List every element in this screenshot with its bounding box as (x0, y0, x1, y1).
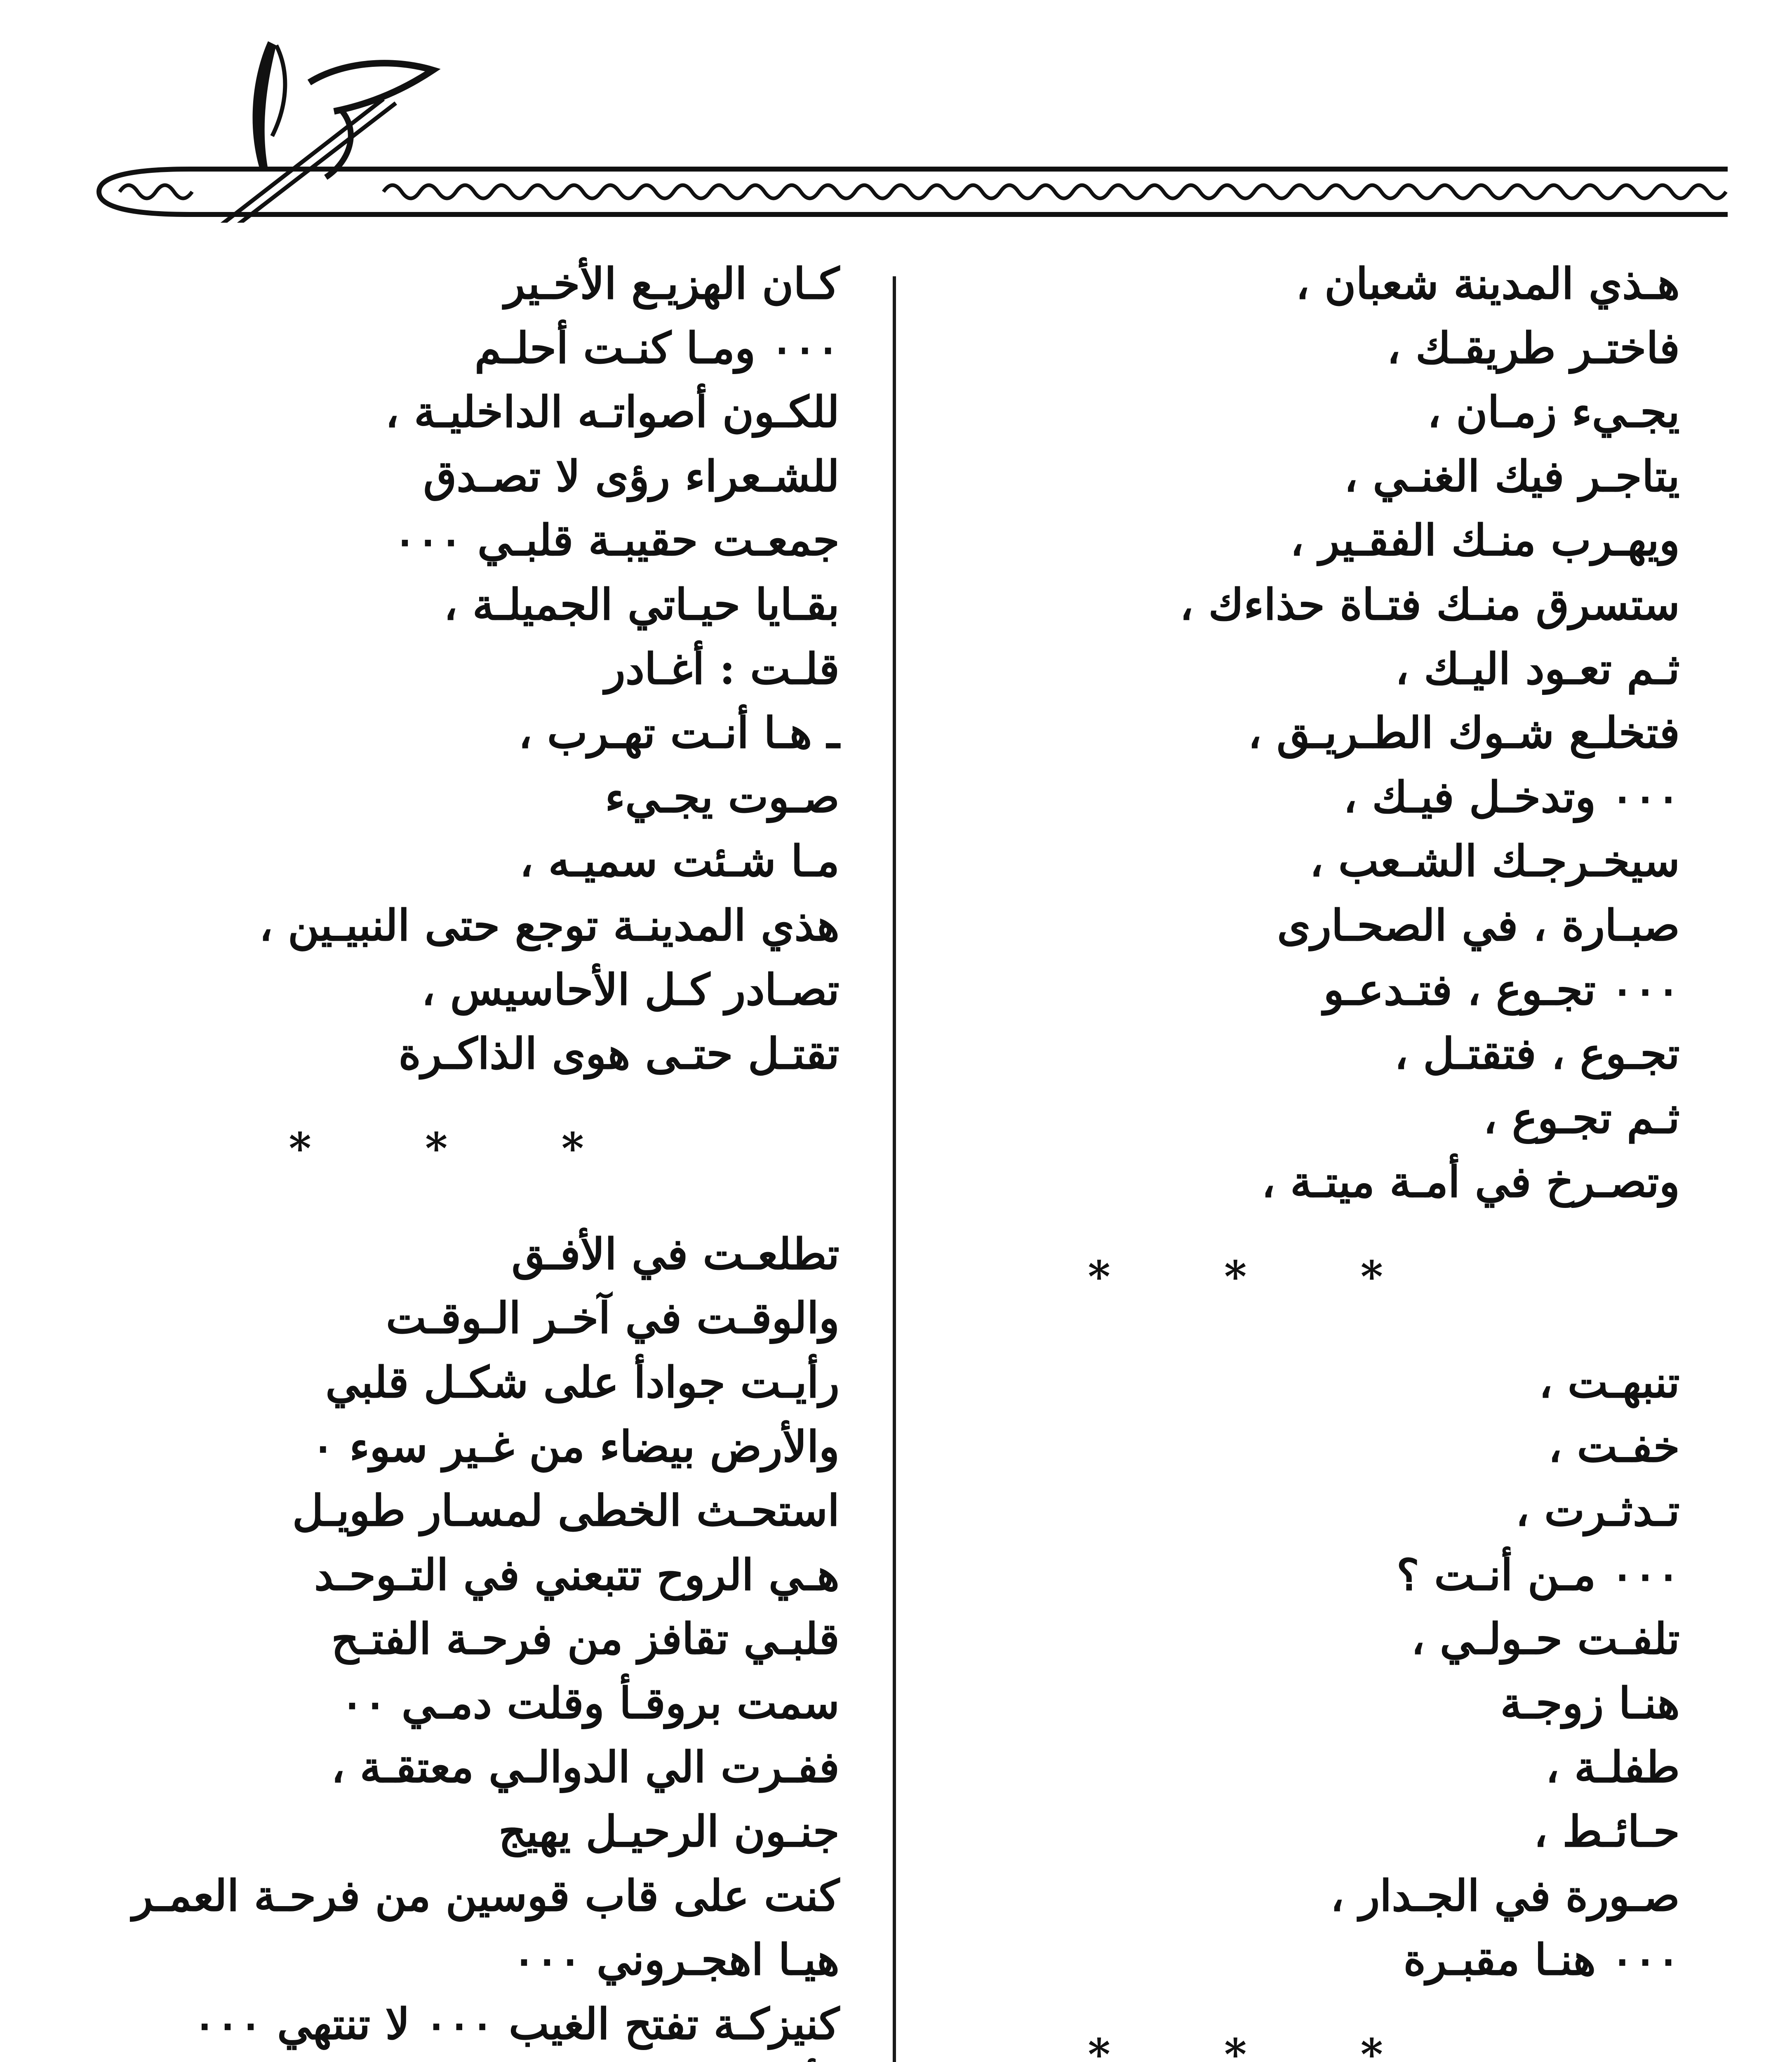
poem-line: ـ هـا أنـت تهـرب ، (518, 707, 840, 758)
poem-line: ٠٠٠ ومـا كنـت أحلـم (474, 322, 840, 373)
header-ornament (95, 33, 1728, 223)
poem-line: هيـا اهجـروني ٠٠٠ (513, 1934, 840, 1985)
poem-line: يجـيء زمـان ، (1427, 386, 1680, 438)
poem-line: خفـت ، (1548, 1421, 1680, 1472)
poem-line (48, 2056, 840, 2062)
stanza (1028, 1350, 1680, 1992)
stanza-separator (1028, 1992, 1680, 2062)
poem-line: ففـرت الي الدوالـي معتقـة ، (331, 1742, 840, 1793)
poem-line: للشـعراء رؤى لا تصـدق (423, 450, 840, 501)
poem-line: حـائـط ، (1533, 1806, 1680, 1857)
poem-line: هـذي المدينة شعبان ، (1296, 258, 1680, 309)
column-divider (893, 276, 896, 2062)
poem-line: للكـون أصواتـه الداخليـة ، (385, 386, 840, 438)
calligraphy-quill-icon (95, 33, 1728, 223)
poem-line: مـا شـئت سميـه ، (519, 836, 840, 887)
poem-line: رأيـت جوادأ على شكـل قلبي (325, 1356, 840, 1408)
poem-line: صـوت يجـيء (605, 771, 840, 822)
poem-line: طفلـة ، (1545, 1742, 1680, 1793)
poem-line: هـي الروح تتبعني في التـوحـد (314, 1549, 840, 1600)
poem-line: تصـادر كـل الأحاسيس ، (421, 964, 840, 1015)
poem-line: صبـارة ، في الصحـارى (1277, 899, 1680, 951)
star-separator: * * * (1088, 2029, 1432, 2062)
poem-line: ستسرق منـك فتـاة حذاءك ، (1179, 579, 1680, 630)
poem-line: جنـون الرحيـل يهيج (499, 1806, 840, 1857)
poem-line: وتصـرخ في أمـة ميتـة ، (1261, 1156, 1680, 1208)
poem-line: بقـايا حيـاتي الجميلـة ، (444, 579, 840, 630)
poem-line: ٠٠٠ تجـوع ، فتـدعـو (1323, 964, 1680, 1015)
stanza (48, 1222, 840, 2062)
poem-line: تلفـت حـولـي ، (1411, 1613, 1680, 1664)
poem-line: تطلعـت في الأفـق (511, 1228, 840, 1279)
poem-line: سيخـرجـك الشـعب ، (1309, 836, 1680, 887)
stanza-separator (48, 1086, 840, 1222)
poem-line: استحـث الخطى لمسـار طويـل (292, 1485, 840, 1536)
poem-line: تنبهـت ، (1538, 1356, 1680, 1408)
poem-line: قلبـي تقافز من فرحـة الفتـح (331, 1613, 840, 1664)
poem-line: قلـت : أغـادر (604, 643, 840, 694)
poem-line: والأرض بيضاء من غـير سوء ٠ (311, 1421, 840, 1472)
poem-line: ٠٠٠ مـن أنـت ؟ (1396, 1549, 1680, 1600)
star-separator: * * * (289, 1123, 633, 1174)
stanza (1028, 252, 1680, 1214)
poem-line: سمت بروقـأ وقلت دمـي ٠٠ (340, 1677, 840, 1728)
poem-line: ثـم تجـوع ، (1483, 1092, 1680, 1143)
poem-line: كنت على قاب قوسين من فرحـة العمـر (132, 1870, 840, 1921)
poem-line: فاختـر طريقـك ، (1387, 322, 1680, 373)
poem-line: ثـم تعـود اليـك ، (1395, 643, 1680, 694)
poem-line: فتخلـع شـوك الطـريـق ، (1248, 707, 1680, 758)
poem-line: تـدثـرت ، (1515, 1485, 1680, 1536)
star-separator: * * * (1088, 1251, 1432, 1302)
stanza (48, 252, 840, 1086)
poem-line: والوقـت في آخـر الـوقـت (386, 1292, 840, 1344)
poem-column-right (1028, 252, 1680, 2062)
poem-line: تقتـل حتـى هوى الذاكـرة (398, 1028, 840, 1079)
poem-line: كـان الهزيـع الأخـير (504, 258, 840, 309)
poem-line: تجـوع ، فتقتـل ، (1394, 1028, 1680, 1079)
poem-line: هذي المدينـة توجع حتى النبيـين ، (259, 899, 840, 951)
poem-line: هنـا زوجـة (1500, 1677, 1680, 1728)
poem-line: صـورة في الجـدار ، (1330, 1870, 1680, 1921)
poem-line: ٠٠٠ هنـا مقبـرة (1403, 1934, 1680, 1985)
stanza-separator (1028, 1214, 1680, 1350)
poem-line: كنيزكـة تفتح الغيب ٠٠٠ لا تنتهي ٠٠٠ (193, 1998, 840, 2049)
poem-line: يتاجـر فيك الغنـي ، (1344, 450, 1680, 501)
poem-line: جمعـت حقيبـة قلبـي ٠٠٠ (393, 515, 840, 566)
poem-line: ويهـرب منـك الفقـير ، (1290, 515, 1680, 566)
poem-column-left (48, 252, 840, 2062)
poem-line: ٠٠٠ وتدخـل فيـك ، (1343, 771, 1680, 822)
